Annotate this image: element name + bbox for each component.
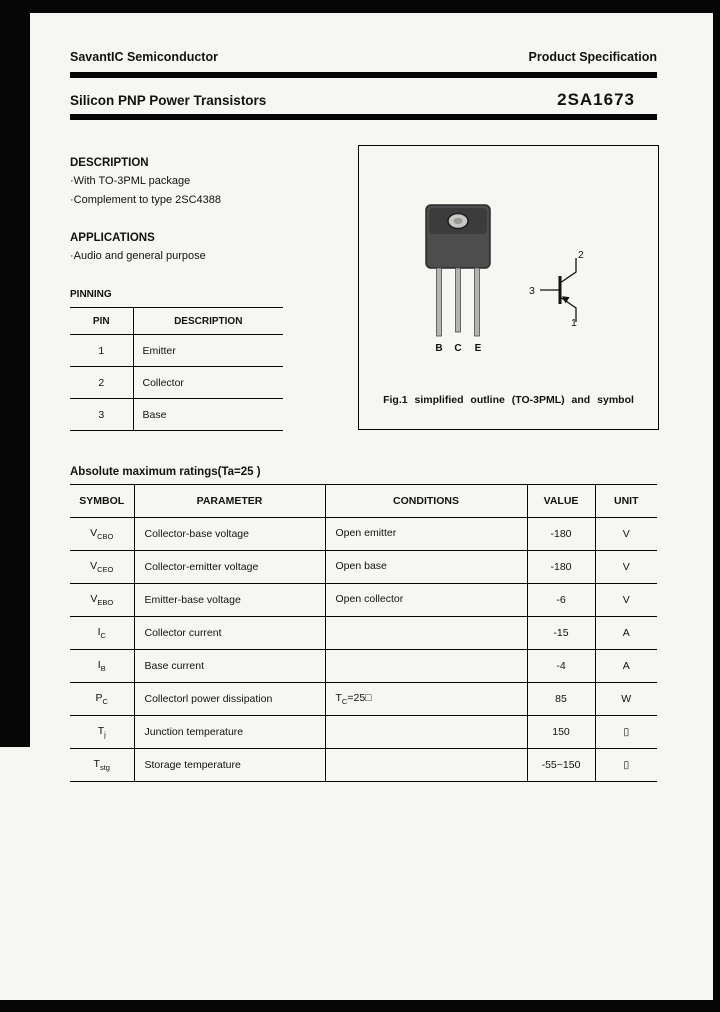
page-border-top — [0, 0, 720, 13]
spec-label: Product Specification — [528, 50, 657, 64]
parameter-cell: Base current — [134, 650, 325, 683]
unit-cell: A — [595, 617, 657, 650]
amr-row — [70, 683, 657, 716]
parameter-cell: Junction temperature — [134, 716, 325, 749]
amr-row — [70, 716, 657, 749]
value-cell: -6 — [527, 584, 595, 617]
pinning-row — [70, 399, 283, 431]
conditions-cell: $T_C=25□$ — [325, 683, 527, 716]
applications-section — [70, 232, 355, 266]
abs-max-ratings-heading: Absolute maximum ratings(Ta=25 ) — [70, 466, 261, 478]
amr-row — [70, 584, 657, 617]
symbol-cell: $T_{stg}$ — [70, 749, 134, 782]
amr-row — [70, 749, 657, 782]
symbol-column-header: SYMBOL — [70, 485, 134, 518]
page-border-right — [713, 13, 720, 1001]
page-border-left — [0, 13, 30, 747]
symbol-cell: $I_B$ — [70, 650, 134, 683]
conditions-cell: Open collector — [325, 584, 527, 617]
parameter-column-header: PARAMETER — [134, 485, 325, 518]
symbol-cell: $V_{EBO}$ — [70, 584, 134, 617]
symbol-cell: $V_{CEO}$ — [70, 551, 134, 584]
amr-row — [70, 551, 657, 584]
pin-description-cell: Base — [133, 399, 283, 431]
description-heading: DESCRIPTION — [70, 157, 149, 169]
unit-cell: W — [595, 683, 657, 716]
value-cell: 85 — [527, 683, 595, 716]
applications-heading: APPLICATIONS — [70, 232, 155, 244]
pin-2-label: 2 — [578, 249, 584, 261]
parameter-cell: Collectorl power dissipation — [134, 683, 325, 716]
pin-description-cell: Emitter — [133, 335, 283, 367]
company-name: SavantIC Semiconductor — [70, 50, 218, 64]
conditions-column-header: CONDITIONS — [325, 485, 527, 518]
conditions-cell — [325, 617, 527, 650]
symbol-cell: $I_C$ — [70, 617, 134, 650]
value-cell: -55~150 — [527, 749, 595, 782]
pinning-heading: PINNING — [70, 289, 112, 300]
symbol-cell: $P_C$ — [70, 683, 134, 716]
to3pml-package-graphic — [426, 205, 490, 354]
pin-description-cell: Collector — [133, 367, 283, 399]
mounting-hole-center — [454, 218, 463, 224]
unit-cell: V — [595, 551, 657, 584]
description-item: ·With TO-3PML package — [70, 175, 191, 187]
unit-cell: ▯ — [595, 716, 657, 749]
description-column-header: DESCRIPTION — [133, 308, 283, 335]
package-leads — [437, 268, 480, 336]
value-cell: 150 — [527, 716, 595, 749]
parameter-cell: Collector current — [134, 617, 325, 650]
pinning-table-container — [70, 307, 283, 431]
figure-1-box — [358, 145, 659, 430]
page-border-bottom — [0, 1000, 720, 1012]
figure-caption: Fig.1 simplified outline (TO-3PML) and symbol — [383, 394, 634, 406]
amr-row — [70, 518, 657, 551]
description-section — [70, 157, 355, 210]
pinning-row — [70, 335, 283, 367]
parameter-cell: Emitter-base voltage — [134, 584, 325, 617]
parameter-cell: Collector-base voltage — [134, 518, 325, 551]
applications-item: ·Audio and general purpose — [70, 250, 206, 262]
value-cell: -180 — [527, 518, 595, 551]
pin-1-label: 1 — [571, 317, 577, 329]
pin-number-cell: 3 — [70, 399, 133, 431]
pin-3-label: 3 — [529, 285, 535, 297]
amr-row — [70, 617, 657, 650]
amr-header-row — [70, 485, 657, 518]
header-divider — [70, 72, 657, 78]
part-number: 2SA1673 — [557, 90, 635, 109]
symbol-cell: $T_j$ — [70, 716, 134, 749]
unit-cell: V — [595, 518, 657, 551]
value-cell: -180 — [527, 551, 595, 584]
abs-max-ratings-table-container — [70, 484, 657, 782]
figure-graphics — [359, 146, 658, 429]
unit-cell: ▯ — [595, 749, 657, 782]
value-cell: -15 — [527, 617, 595, 650]
unit-cell: A — [595, 650, 657, 683]
parameter-cell: Collector-emitter voltage — [134, 551, 325, 584]
pin-number-cell: 1 — [70, 335, 133, 367]
unit-column-header: UNIT — [595, 485, 657, 518]
lead-label-base: B — [435, 343, 443, 354]
conditions-cell — [325, 650, 527, 683]
pinning-header-row — [70, 308, 283, 335]
product-title: Silicon PNP Power Transistors — [70, 92, 267, 108]
value-column-header: VALUE — [527, 485, 595, 518]
conditions-cell — [325, 749, 527, 782]
page-header — [70, 50, 657, 64]
lead-label-emitter: E — [474, 343, 482, 354]
conditions-cell: Open base — [325, 551, 527, 584]
description-item: ·Complement to type 2SC4388 — [70, 194, 222, 206]
conditions-cell — [325, 716, 527, 749]
transistor-symbol-graphic — [540, 258, 576, 322]
pinning-table — [70, 307, 283, 431]
parameter-cell: Storage temperature — [134, 749, 325, 782]
symbol-cell: $V_{CBO}$ — [70, 518, 134, 551]
amr-row — [70, 650, 657, 683]
conditions-cell: Open emitter — [325, 518, 527, 551]
pin-column-header: PIN — [70, 308, 133, 335]
abs-max-ratings-table — [70, 484, 657, 782]
title-divider — [70, 114, 657, 120]
title-row — [70, 88, 657, 112]
pin-number-cell: 2 — [70, 367, 133, 399]
lead-label-collector: C — [454, 343, 462, 354]
unit-cell: V — [595, 584, 657, 617]
value-cell: -4 — [527, 650, 595, 683]
pinning-row — [70, 367, 283, 399]
